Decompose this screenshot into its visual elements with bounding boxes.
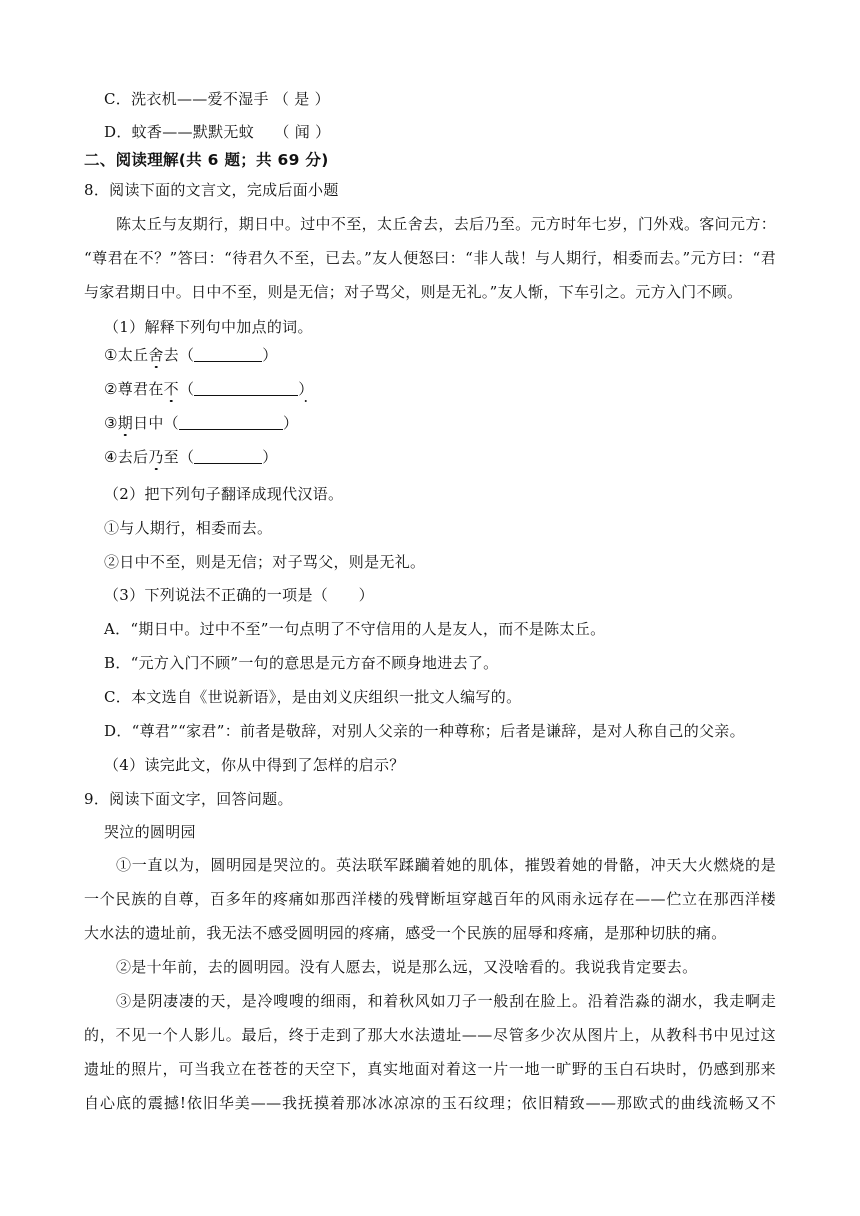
sub-question-4: （4）读完此文，你从中得到了怎样的启示？ <box>104 756 405 774</box>
article-line-1: ①一直以为，圆明园是哭泣的。英法联军蹂躏着她的肌体，摧毁着她的骨骼，冲天大火燃烧的是 <box>116 856 776 874</box>
dotted-word: 期 <box>117 414 134 432</box>
option-c: C．洗衣机——爱不湿手 （ 是 ） <box>104 90 330 108</box>
word-item-1 <box>104 347 278 363</box>
paren: ） <box>262 448 278 466</box>
word-item-2 <box>104 381 314 397</box>
word-item-4 <box>104 449 278 465</box>
article-line-7: 遗址的照片，可当我立在苍苍的天空下，真实地面对着这一片一地一旷野的玉白石块时，仍感到那来 <box>84 1060 776 1078</box>
choice-a: A．“期日中。过中不至”一句点明了不守信用的人是友人，而不是陈太丘。 <box>104 620 606 638</box>
dotted-word: 不 <box>163 380 179 398</box>
question-9-prompt: 9．阅读下面文字，回答问题。 <box>84 790 293 808</box>
article-line-2: 一个民族的自尊，百多年的疼痛如那西洋楼的残臂断垣穿越百年的风雨永远存在——伫立在那西洋楼 <box>84 890 776 908</box>
article-line-8: 自心底的震撼!依旧华美——我抚摸着那冰冰凉凉的玉石纹理；依旧精致——那欧式的曲线流畅又不 <box>84 1094 776 1112</box>
paren: （ <box>178 346 195 364</box>
word-text: 日中 <box>133 414 164 432</box>
paren: ） <box>262 346 278 364</box>
article-line-6: 的，不见一个人影儿。最后，终于走到了那大水法遗址——尽管多少次从图片上，从教科书中见过这 <box>84 1026 776 1044</box>
dotted-word: 舍 <box>148 346 164 364</box>
word-text: 去后 <box>117 448 149 466</box>
article-line-3: 大水法的遗址前，我无法不感受圆明园的疼痛，感受一个民族的屈辱和疼痛，是那种切肤的痛。 <box>84 924 727 942</box>
answer-blank[interactable] <box>194 449 262 464</box>
choice-d: D．“尊君”“家君”：前者是敬辞，对别人父亲的一种尊称；后者是谦辞，是对人称自己的父亲。 <box>104 722 745 740</box>
passage-line-2: “尊君在不？”答曰：“待君久不至，已去。”友人便怒曰：“非人哉！与人期行，相委而去。”元方曰：“君 <box>84 249 776 267</box>
word-text: 太丘 <box>117 346 149 364</box>
section-heading: 二、阅读理解(共 6 题；共 69 分) <box>84 151 329 169</box>
item-number: ③ <box>104 414 118 432</box>
dotted-word: 乃 <box>148 448 164 466</box>
word-text: 去 <box>163 346 179 364</box>
word-text: 尊君在 <box>117 380 164 398</box>
paren: ） <box>298 380 314 398</box>
choice-b: B．“元方入门不顾”一句的意思是元方奋不顾身地进去了。 <box>104 654 499 672</box>
word-text: 至 <box>163 448 179 466</box>
passage-line-3: 与家君期日中。日中不至，则是无信；对子骂父，则是无礼。”友人惭，下车引之。元方入门不顾。 <box>84 283 743 301</box>
item-number: ② <box>104 380 118 398</box>
paren: （ <box>178 380 195 398</box>
article-title: 哭泣的圆明园 <box>104 823 196 841</box>
sub-question-1: （1）解释下列句中加点的词。 <box>104 318 313 336</box>
item-number: ① <box>104 346 118 364</box>
answer-blank[interactable] <box>179 415 283 430</box>
word-item-3 <box>104 415 298 431</box>
paren: （ <box>163 414 179 432</box>
sub-question-3: （3）下列说法不正确的一项是（ ） <box>104 586 374 604</box>
passage-line-1: 陈太丘与友期行，期日中。过中不至，太丘舍去，去后乃至。元方时年七岁，门外戏。客问元方： <box>116 215 776 233</box>
question-8-prompt: 8．阅读下面的文言文，完成后面小题 <box>84 181 339 199</box>
item-number: ④ <box>104 448 118 466</box>
paren: （ <box>178 448 195 466</box>
answer-blank[interactable] <box>194 347 262 362</box>
translate-item-2: ②日中不至，则是无信；对子骂父，则是无礼。 <box>104 553 426 571</box>
sub-question-2: （2）把下列句子翻译成现代汉语。 <box>104 485 344 503</box>
option-d: D．蚊香——默默无蚊 （ 闻 ） <box>104 123 331 141</box>
paren: ） <box>282 414 299 432</box>
choice-c: C．本文选自《世说新语》，是由刘义庆组织一批文人编写的。 <box>104 688 522 706</box>
article-line-4: ②是十年前，去的圆明园。没有人愿去，说是那么远，又没啥看的。我说我肯定要去。 <box>116 958 698 976</box>
article-line-5: ③是阴凄凄的天，是冷嗖嗖的细雨，和着秋风如刀子一般刮在脸上。沿着浩淼的湖水，我走啊走 <box>116 992 776 1010</box>
translate-item-1: ①与人期行，相委而去。 <box>104 519 273 537</box>
answer-blank[interactable] <box>194 381 298 396</box>
